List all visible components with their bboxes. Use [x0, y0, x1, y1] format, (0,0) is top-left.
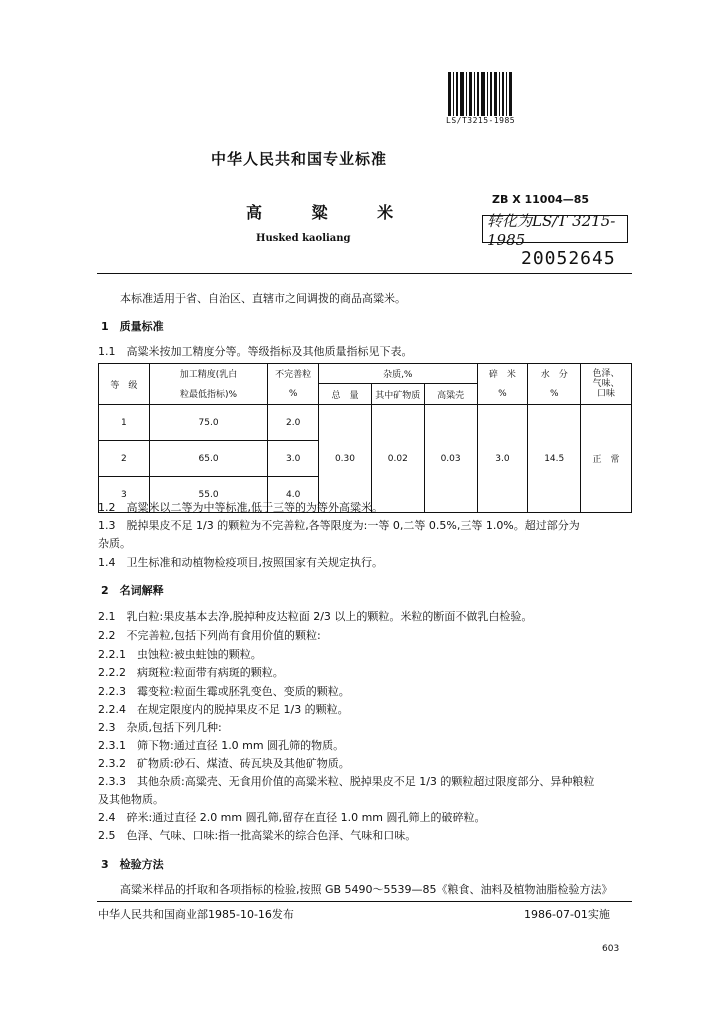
conversion-stamp: 转化为LS/T 3215-1985: [482, 215, 628, 243]
precision-cell: 65.0: [149, 441, 267, 477]
clause-2-5: 2.5 色泽、气味、口味:指一批高粱米的综合色泽、气味和口味。: [98, 829, 417, 842]
issue-date: 中华人民共和国商业部1985-10-16发布: [98, 908, 294, 921]
header-precision-2: 粒最低指标)%: [149, 384, 267, 405]
broken-cell: 3.0: [477, 405, 528, 513]
barcode: [448, 72, 520, 116]
clause-2-2-3: 2.2.3 霉变粒:粒面生霉或胚乳变色、变质的颗粒。: [98, 685, 350, 698]
header-color-1: 色泽、: [592, 369, 620, 379]
header-imperfect-2: %: [268, 384, 319, 405]
section-2-heading: 2 名词解释: [101, 584, 164, 597]
header-grade: 等 级: [99, 364, 150, 405]
table-row: [99, 405, 632, 441]
imperfect-cell: 3.0: [268, 441, 319, 477]
header-broken-2: %: [477, 384, 528, 405]
clause-2-3-2: 2.3.2 矿物质:砂石、煤渣、砖瓦块及其他矿物质。: [98, 757, 350, 770]
standard-title-cn: 高 粱 米: [246, 203, 416, 222]
footer-divider: [97, 901, 632, 902]
header-divider: [97, 273, 632, 274]
professional-standard-heading: 中华人民共和国专业标准: [211, 150, 388, 168]
clause-1-3: 1.3 脱掉果皮不足 1/3 的颗粒为不完善粒,各等限度为:一等 0,二等 0.5%,三等 1.0%。超过部分为: [98, 519, 580, 532]
total-impurity-cell: 0.30: [319, 405, 372, 513]
page-number: 603: [602, 944, 620, 954]
scope-paragraph: 本标准适用于省、自治区、直辖市之间调拨的商品高粱米。: [120, 292, 406, 305]
document-number: 20052645: [521, 248, 616, 269]
section-3-heading: 3 检验方法: [101, 858, 164, 871]
grade-cell: 1: [99, 405, 150, 441]
clause-1-4: 1.4 卫生标准和动植物检疫项目,按照国家有关规定执行。: [98, 556, 383, 569]
header-color-2: 气味、: [592, 379, 620, 389]
clause-2-2-2: 2.2.2 病斑粒:粒面带有病斑的颗粒。: [98, 666, 284, 679]
section-1-heading: 1 质量标准: [101, 320, 164, 333]
standard-number: ZB X 11004—85: [492, 193, 590, 206]
clause-1-3-cont: 杂质。: [98, 537, 131, 550]
quality-table: [98, 363, 632, 513]
header-moisture-1: 水 分: [528, 364, 581, 384]
clause-1-2: 1.2 高粱米以二等为中等标准,低于三等的为等外高粱米。: [98, 501, 383, 514]
header-hull: 高粱壳: [424, 384, 477, 405]
header-mineral: 其中矿物质: [371, 384, 424, 405]
clause-2-3-1: 2.3.1 筛下物:通过直径 1.0 mm 圆孔筛的物质。: [98, 739, 345, 752]
effective-date: 1986-07-01实施: [524, 908, 610, 921]
moisture-cell: 14.5: [528, 405, 581, 513]
header-precision-1: 加工精度(乳白: [149, 364, 267, 384]
grade-cell: 3: [99, 477, 150, 513]
hull-cell: 0.03: [424, 405, 477, 513]
clause-2-4: 2.4 碎米:通过直径 2.0 mm 圆孔筛,留存在直径 1.0 mm 圆孔筛上的破碎粒。: [98, 811, 486, 824]
clause-2-3-3-cont: 及其他物质。: [98, 793, 164, 806]
precision-cell: 55.0: [149, 477, 267, 513]
imperfect-cell: 2.0: [268, 405, 319, 441]
standard-title-en: Husked kaoliang: [256, 233, 351, 244]
header-broken-1: 碎 米: [477, 364, 528, 384]
header-imperfect-1: 不完善粒: [268, 364, 319, 384]
header-impurity: 杂质,%: [319, 364, 477, 384]
clause-2-2: 2.2 不完善粒,包括下列尚有食用价值的颗粒:: [98, 629, 321, 642]
color-cell: 正 常: [581, 405, 632, 513]
grade-cell: 2: [99, 441, 150, 477]
precision-cell: 75.0: [149, 405, 267, 441]
barcode-text: LS/T3215-1985: [446, 116, 516, 125]
clause-2-3-3: 2.3.3 其他杂质:高粱壳、无食用价值的高粱米粒、脱掉果皮不足 1/3 的颗粒超过限度部分、异种粮粒: [98, 775, 595, 788]
clause-2-3: 2.3 杂质,包括下列几种:: [98, 721, 222, 734]
imperfect-cell: 4.0: [268, 477, 319, 513]
mineral-cell: 0.02: [371, 405, 424, 513]
header-moisture-2: %: [528, 384, 581, 405]
clause-2-2-1: 2.2.1 虫蚀粒:被虫蛀蚀的颗粒。: [98, 648, 262, 661]
clause-2-2-4: 2.2.4 在规定限度内的脱掉果皮不足 1/3 的颗粒。: [98, 703, 349, 716]
clause-3-text: 高粱米样品的扦取和各项指标的检验,按照 GB 5490～5539—85《粮食、油料及植物油脂检验方法》: [120, 883, 613, 896]
clause-1-1: 1.1 高粱米按加工精度分等。等级指标及其他质量指标见下表。: [98, 345, 413, 358]
header-color: [581, 364, 632, 405]
clause-2-1: 2.1 乳白粒:果皮基本去净,脱掉种皮达粒面 2/3 以上的颗粒。米粒的断面不做乳白检验。: [98, 610, 533, 623]
header-total: 总 量: [319, 384, 372, 405]
header-color-3: 口味: [597, 389, 616, 399]
